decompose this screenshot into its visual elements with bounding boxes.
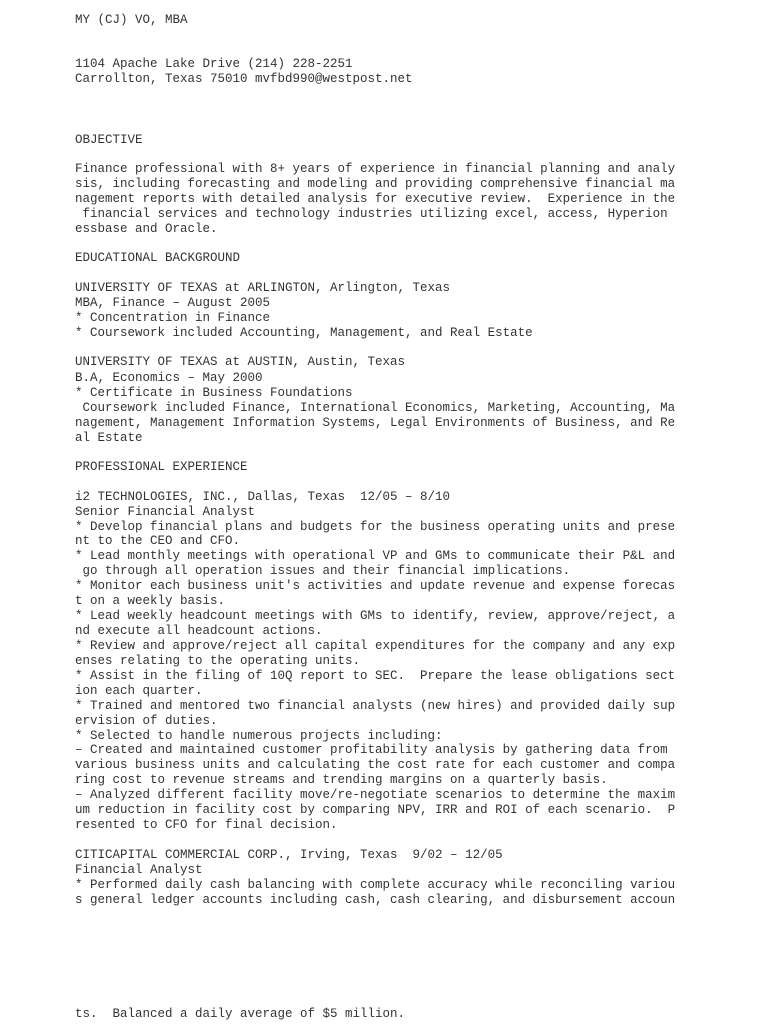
education-school: UNIVERSITY OF TEXAS at ARLINGTON, Arlington, Texas [75,281,451,295]
name-heading: MY (CJ) VO, MBA [75,13,188,27]
employer-line: CITICAPITAL COMMERCIAL CORP., Irving, Texas 9/02 – 12/05 [75,848,503,862]
experience-bullet-line: go through all operation issues and their financial implications. [75,564,571,578]
experience-bullet-line: nt to the CEO and CFO. [75,534,241,548]
objective-text-line: nagement reports with detailed analysis for executive review. Experience in the [75,192,676,206]
experience-bullet-line: nd execute all headcount actions. [75,624,323,638]
experience-bullet-line: um reduction in facility cost by comparing NPV, IRR and ROI of each scenario. P [75,803,676,817]
objective-text-line: essbase and Oracle. [75,222,218,236]
education-detail: al Estate [75,431,143,445]
experience-bullet-line: resented to CFO for final decision. [75,818,338,832]
objective-text-line: sis, including forecasting and modeling and providing comprehensive financial ma [75,177,676,191]
education-school: UNIVERSITY OF TEXAS at AUSTIN, Austin, Texas [75,355,406,369]
experience-bullet-line: * Review and approve/reject all capital expenditures for the company and any exp [75,639,676,653]
experience-bullet-line: – Created and maintained customer profitability analysis by gathering data from [75,743,668,757]
experience-bullet-line: * Assist in the filing of 10Q report to SEC. Prepare the lease obligations sect [75,669,676,683]
address-line: 1104 Apache Lake Drive (214) 228-2251 [75,57,353,71]
experience-bullet-line: ts. Balanced a daily average of $5 million. [75,1007,406,1021]
section-heading-objective: OBJECTIVE [75,133,143,147]
experience-bullet-line: * Monitor each business unit's activities and update revenue and expense forecas [75,579,676,593]
experience-bullet-line: * Lead monthly meetings with operational VP and GMs to communicate their P&L and [75,549,676,563]
experience-bullet-line: * Performed daily cash balancing with complete accuracy while reconciling variou [75,878,676,892]
experience-bullet-line: ervision of duties. [75,714,218,728]
experience-bullet-line: ring cost to revenue streams and trending margins on a quarterly basis. [75,773,608,787]
education-degree: B.A, Economics – May 2000 [75,371,263,385]
address-line: Carrollton, Texas 75010 mvfbd990@westpost.net [75,72,413,86]
section-heading-education: EDUCATIONAL BACKGROUND [75,251,241,265]
experience-bullet-line: t on a weekly basis. [75,594,226,608]
employer-line: i2 TECHNOLOGIES, INC., Dallas, Texas 12/05 – 8/10 [75,490,451,504]
experience-bullet-line: ion each quarter. [75,684,203,698]
education-detail: * Certificate in Business Foundations [75,386,353,400]
education-detail: nagement, Management Information Systems, Legal Environments of Business, and Re [75,416,676,430]
education-detail: * Coursework included Accounting, Management, and Real Estate [75,326,533,340]
experience-bullet-line: various business units and calculating the cost rate for each customer and compa [75,758,676,772]
experience-bullet-line: – Analyzed different facility move/re-negotiate scenarios to determine the maxim [75,788,676,802]
objective-text-line: financial services and technology industries utilizing excel, access, Hyperion [75,207,668,221]
experience-bullet-line: * Trained and mentored two financial analysts (new hires) and provided daily sup [75,699,676,713]
experience-bullet-line: * Lead weekly headcount meetings with GMs to identify, review, approve/reject, a [75,609,676,623]
experience-bullet-line: * Selected to handle numerous projects including: [75,729,443,743]
job-title: Financial Analyst [75,863,203,877]
education-degree: MBA, Finance – August 2005 [75,296,271,310]
education-detail: Coursework included Finance, International Economics, Marketing, Accounting, Ma [75,401,676,415]
education-detail: * Concentration in Finance [75,311,271,325]
experience-bullet-line: * Develop financial plans and budgets for the business operating units and prese [75,520,676,534]
experience-bullet-line: enses relating to the operating units. [75,654,361,668]
experience-bullet-line: s general ledger accounts including cash, cash clearing, and disbursement accoun [75,893,676,907]
section-heading-experience: PROFESSIONAL EXPERIENCE [75,460,248,474]
job-title: Senior Financial Analyst [75,505,256,519]
objective-text-line: Finance professional with 8+ years of experience in financial planning and analy [75,162,676,176]
